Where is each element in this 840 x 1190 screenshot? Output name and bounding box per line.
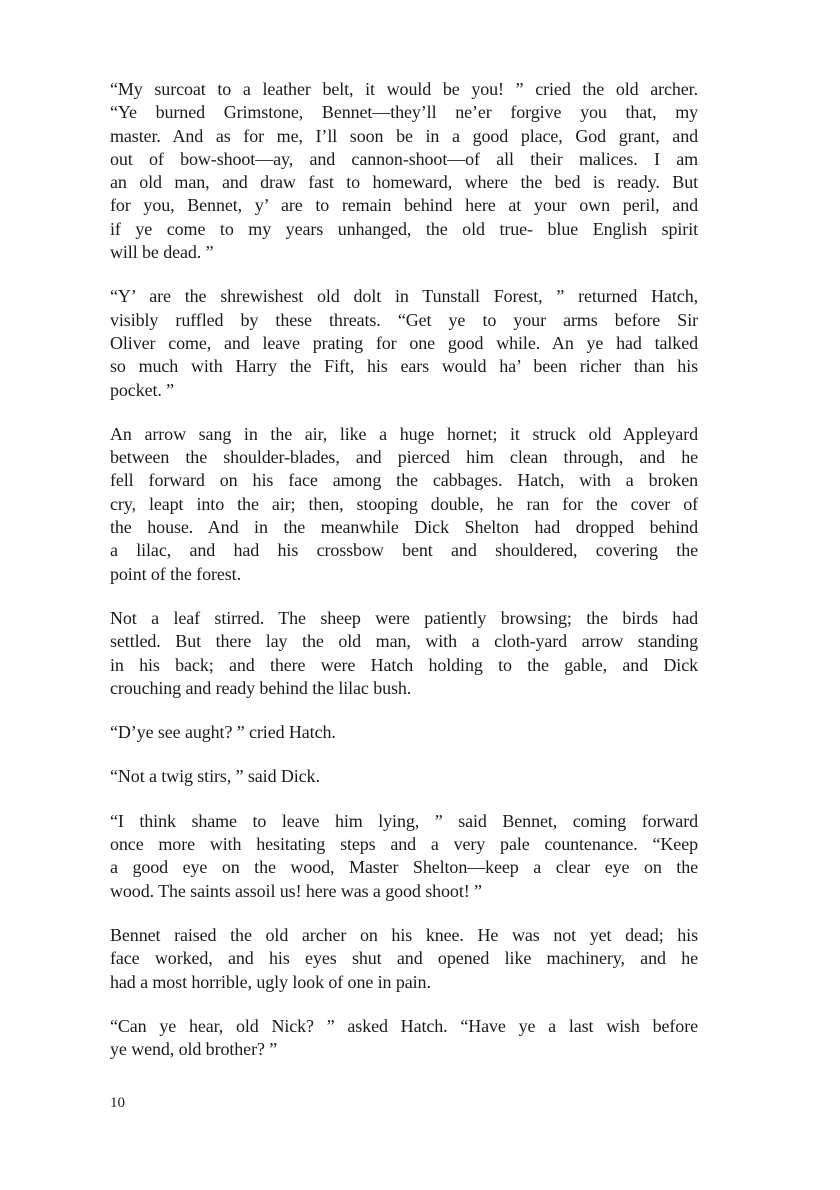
text-line: “D’ye see aught? ” cried Hatch. xyxy=(110,722,336,743)
text-line: a good eye on the wood, Master Shelton—keep a clear eye on the xyxy=(110,857,698,878)
text-line: master. And as for me, I’ll soon be in a good place, God grant, and xyxy=(110,125,698,146)
text-line: Bennet raised the old archer on his knee. He was not yet dead; his xyxy=(110,924,698,945)
paragraph xyxy=(110,924,698,994)
text-line: “Not a twig stirs, ” said Dick. xyxy=(110,766,320,787)
text-line: fell forward on his face among the cabbages. Hatch, with a broken xyxy=(110,470,698,491)
text-line: point of the forest. xyxy=(110,563,241,584)
text-line: “Can ye hear, old Nick? ” asked Hatch. “Have ye a last wish before xyxy=(110,1015,698,1036)
paragraph xyxy=(110,810,698,903)
paragraph xyxy=(110,607,698,700)
text-line: An arrow sang in the air, like a huge hornet; it struck old Appleyard xyxy=(110,423,698,444)
text-content xyxy=(110,78,698,1082)
text-line: wood. The saints assoil us! here was a good shoot! ” xyxy=(110,880,482,901)
paragraph xyxy=(110,721,698,744)
text-line: for you, Bennet, y’ are to remain behind here at your own peril, and xyxy=(110,195,698,216)
text-line: an old man, and draw fast to homeward, where the bed is ready. But xyxy=(110,172,698,193)
text-line: had a most horrible, ugly look of one in pain. xyxy=(110,971,431,992)
paragraph xyxy=(110,765,698,788)
text-line: “I think shame to leave him lying, ” said Bennet, coming forward xyxy=(110,810,698,831)
text-line: so much with Harry the Fift, his ears would ha’ been richer than his xyxy=(110,356,698,377)
page-number: 10 xyxy=(110,1095,125,1111)
paragraph xyxy=(110,78,698,264)
text-line: Not a leaf stirred. The sheep were patiently browsing; the birds had xyxy=(110,607,698,628)
text-line: settled. But there lay the old man, with a cloth-yard arrow standing xyxy=(110,631,698,652)
text-line: the house. And in the meanwhile Dick Shelton had dropped behind xyxy=(110,517,698,538)
text-line: once more with hesitating steps and a very pale countenance. “Keep xyxy=(110,834,698,855)
text-line: ye wend, old brother? ” xyxy=(110,1039,278,1060)
text-line: in his back; and there were Hatch holding to the gable, and Dick xyxy=(110,654,698,675)
text-line: face worked, and his eyes shut and opened like machinery, and he xyxy=(110,948,698,969)
paragraph xyxy=(110,423,698,586)
text-line: a lilac, and had his crossbow bent and shouldered, covering the xyxy=(110,540,698,561)
paragraph xyxy=(110,1015,698,1062)
text-line: if ye come to my years unhanged, the old true- blue English spirit xyxy=(110,218,698,239)
text-line: “My surcoat to a leather belt, it would be you! ” cried the old archer. xyxy=(110,79,698,99)
text-line: cry, leapt into the air; then, stooping double, he ran for the cover of xyxy=(110,493,698,514)
text-line: pocket. ” xyxy=(110,379,175,400)
text-line: will be dead. ” xyxy=(110,242,214,263)
text-line: “Y’ are the shrewishest old dolt in Tunstall Forest, ” returned Hatch, xyxy=(110,286,698,307)
text-line: Oliver come, and leave prating for one good while. An ye had talked xyxy=(110,332,698,353)
paragraph xyxy=(110,285,698,401)
text-line: “Ye burned Grimstone, Bennet—they’ll ne’er forgive you that, my xyxy=(110,102,698,123)
text-line: between the shoulder-blades, and pierced him clean through, and he xyxy=(110,447,698,468)
text-line: visibly ruffled by these threats. “Get ye to your arms before Sir xyxy=(110,309,698,330)
text-line: out of bow-shoot—ay, and cannon-shoot—of all their malices. I am xyxy=(110,148,698,169)
text-line: crouching and ready behind the lilac bush. xyxy=(110,677,412,698)
